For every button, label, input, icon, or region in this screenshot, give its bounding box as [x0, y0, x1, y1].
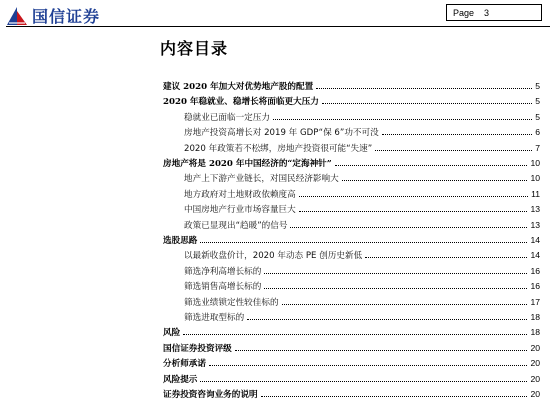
- toc-dot-leader: [282, 296, 528, 305]
- toc-entry-page: 10: [530, 158, 540, 168]
- toc-entry-label: 风险提示: [163, 374, 198, 385]
- toc-entry-page: 20: [530, 373, 540, 384]
- toc-entry[interactable]: [184, 280, 540, 293]
- toc-dot-leader: [261, 388, 528, 397]
- toc-entry-page: 13: [530, 219, 540, 230]
- page-number: 3: [484, 7, 490, 18]
- toc-dot-leader: [299, 203, 528, 212]
- toc-dot-leader: [247, 311, 527, 320]
- toc-entry-page: 16: [530, 281, 540, 292]
- toc-entry-page: 5: [535, 81, 540, 91]
- toc-dot-leader: [200, 234, 527, 243]
- page-label: Page: [453, 7, 475, 18]
- toc-entry-label: 筛选净利高增长标的: [184, 266, 262, 277]
- toc-entry-label: 风险: [163, 328, 181, 339]
- toc-dot-leader: [342, 172, 528, 181]
- toc-entry-page: 18: [530, 312, 540, 322]
- toc-entry-label: 选股思路: [163, 236, 198, 246]
- toc-dot-leader: [382, 126, 533, 135]
- toc-entry-page: 6: [535, 127, 540, 138]
- toc-dot-leader: [264, 265, 527, 274]
- toc-entry-page: 13: [530, 204, 540, 215]
- toc-dot-leader: [375, 142, 532, 151]
- toc-entry[interactable]: [184, 172, 540, 185]
- toc-dot-leader: [235, 342, 528, 351]
- toc-entry[interactable]: [163, 234, 540, 247]
- toc-entry[interactable]: [184, 142, 540, 155]
- toc-entry-label: 2020 年政策若不松绑，房地产投资很可能“失速”: [184, 143, 373, 154]
- toc-entry-label: 筛选进取型标的: [184, 313, 245, 323]
- toc-entry[interactable]: [163, 326, 540, 339]
- toc-entry[interactable]: [163, 80, 540, 93]
- toc-entry-label: 筛选销售高增长标的: [184, 282, 262, 293]
- toc-entry-label: 稳就业已面临一定压力: [184, 112, 270, 123]
- toc-dot-leader: [299, 188, 528, 197]
- toc-dot-leader: [290, 219, 527, 228]
- toc-entry[interactable]: [184, 311, 540, 324]
- toc-entry-label: 地方政府对土地财政依赖度高: [184, 189, 296, 200]
- toc-dot-leader: [322, 95, 532, 104]
- toc-entry[interactable]: [184, 249, 540, 262]
- toc-entry-page: 11: [531, 188, 540, 199]
- toc-entry[interactable]: [163, 357, 540, 370]
- toc-dot-leader: [183, 326, 527, 335]
- toc-entry[interactable]: [163, 373, 540, 386]
- toc-entry-page: 20: [530, 358, 540, 369]
- logo-text: 国信证券: [32, 7, 101, 26]
- toc-dot-leader: [335, 157, 528, 166]
- toc-entry[interactable]: [184, 126, 540, 139]
- toc-entry[interactable]: [163, 342, 540, 355]
- toc-entry-label: 以最新收盘价计，2020 年动态 PE 创历史新低: [184, 251, 363, 262]
- toc-entry-label: 房地产投资高增长对 2019 年 GDP“保 6”功不可没: [184, 128, 379, 139]
- toc-dot-leader: [365, 249, 527, 258]
- toc-entry-page: 5: [535, 96, 540, 107]
- toc-entry[interactable]: [184, 203, 540, 216]
- toc-entry-page: 16: [530, 265, 540, 276]
- toc-entry[interactable]: [184, 111, 540, 124]
- toc-title: 内容目录: [160, 39, 229, 58]
- toc-entry-label: 中国房地产行业市场容量巨大: [184, 205, 296, 216]
- toc-entry[interactable]: [184, 265, 540, 278]
- toc-entry[interactable]: [163, 157, 540, 170]
- toc-entry[interactable]: [184, 188, 540, 201]
- toc-entry-label: 地产上下游产业链长，对国民经济影响大: [184, 174, 339, 185]
- toc-entry-page: 14: [530, 250, 540, 261]
- toc-entry-page: 17: [530, 296, 540, 307]
- toc-entry[interactable]: [163, 388, 540, 401]
- toc-entry[interactable]: [184, 296, 540, 309]
- toc-entry-label: 房地产将是 2020 年中国经济的“定海神针”: [163, 159, 332, 169]
- toc-dot-leader: [264, 280, 527, 289]
- toc-entry-page: 14: [530, 235, 540, 245]
- toc-dot-leader: [316, 80, 532, 89]
- toc-entry-label: 2020 年稳就业、稳增长将面临更大压力: [163, 97, 319, 108]
- toc-entry-page: 10: [530, 173, 540, 184]
- toc-entry-page: 20: [530, 342, 540, 353]
- toc-entry-label: 国信证券投资评级: [163, 343, 232, 354]
- toc-entry-label: 筛选业绩锁定性较佳标的: [184, 297, 279, 308]
- toc-entry[interactable]: [163, 95, 540, 108]
- toc-entry-page: 18: [530, 327, 540, 338]
- toc-entry-page: 7: [535, 142, 540, 153]
- toc-entry-page: 5: [535, 111, 540, 122]
- toc-dot-leader: [209, 357, 527, 366]
- toc-entry-label: 建议 2020 年加大对优势地产股的配置: [163, 82, 314, 92]
- toc-dot-leader: [200, 373, 527, 382]
- toc-entry-page: 20: [530, 389, 540, 399]
- toc-entry-label: 分析师承诺: [163, 359, 206, 370]
- toc-dot-leader: [273, 111, 532, 120]
- toc-entry-label: 政策已显现出“趋暖”的信号: [184, 220, 288, 231]
- toc-entry-label: 证券投资咨询业务的说明: [163, 390, 258, 400]
- toc-entry[interactable]: [184, 219, 540, 232]
